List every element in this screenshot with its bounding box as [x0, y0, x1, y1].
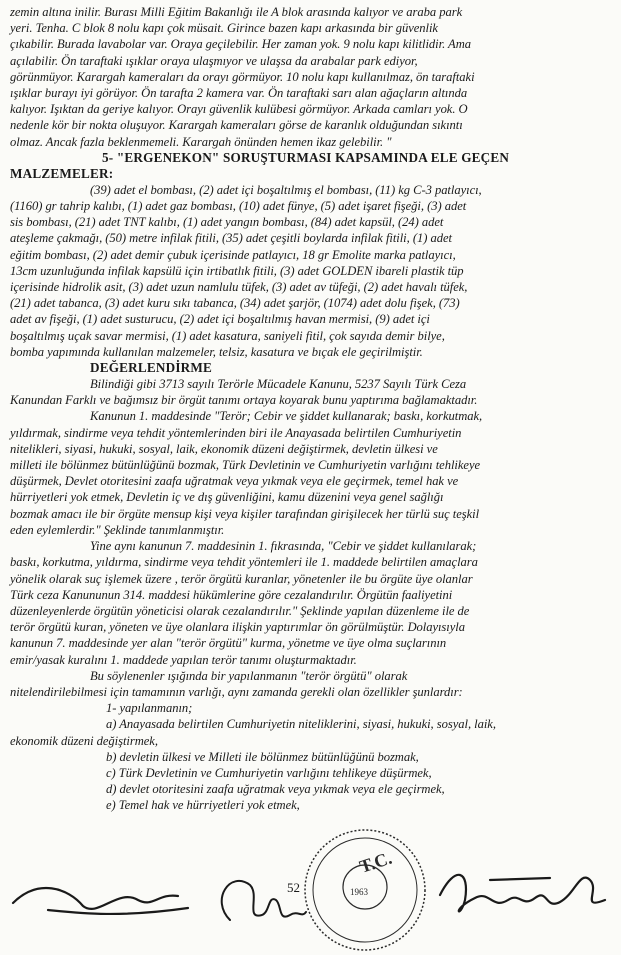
text-line: Kanunun 1. maddesinde "Terör; Cebir ve şiddet kullanarak; baskı, korkutmak,: [90, 409, 483, 424]
page-number: 52: [287, 880, 300, 895]
text-line: (1160) gr tahrip kalıbı, (1) adet gaz bombası, (10) adet fünye, (5) adet işaret fişeği, (3) adet: [10, 199, 467, 214]
official-seal: [300, 825, 430, 955]
list-item-b: b) devletin ülkesi ve Milleti ile bölünmez bütünlüğünü bozmak,: [106, 749, 419, 764]
text-line: Türk ceza Kanununun 314. maddesi hükümlerine göre cezalandırılır. Örgütün faaliyetini: [10, 587, 453, 602]
svg-text:1963: 1963: [350, 887, 368, 897]
text-line: yeri. Tenha. C blok 8 nolu kapı çok müsait. Girince bazen kapı arkasında bir güvenlik: [10, 21, 438, 36]
text-line: eğitim bombası, (2) adet demir çubuk içerisinde patlayıcı, 18 gr Emolite marka patlayıcı,: [10, 247, 456, 262]
text-line: kalıyor. Işıktan da geriye kalıyor. Orayı güvenlik kulübesi görmüyor. Arkada camları yok. O: [10, 102, 468, 117]
text-line: ateşleme çakmağı, (50) metre infilak fitili, (35) adet çeşitli boylarda infilak fitili, (1) adet: [10, 231, 452, 246]
text-line: olmaz. Ancak fazla beklenmemeli. Karargah önünden hemen ikaz gelebilir. ": [10, 134, 392, 149]
paragraph-law-article-7: [10, 538, 610, 668]
text-line: içerisinde hidrolik asit, (3) adet uzun namlulu tüfek, (3) adet av tüfeği, (2) adet havalı tüfek,: [10, 280, 468, 295]
text-line: bozmak amacı ile bir örgüte mensup kişi veya kişiler tarafından girişilecek her türlü suç teşkil: [10, 506, 480, 521]
text-line: nedenle kör bir nokta oluşuyor. Karargah kameraları görse de karanlık olduğundan sıkıntı: [10, 118, 463, 133]
text-line: yıldırmak, sindirme veya tehdit yöntemlerinden biri ile Anayasada belirtilen Cumhuriyetin: [10, 425, 462, 440]
text-line: düzenleyenlerde örgütün yöneticisi olarak cezalandırılır." Şeklinde yapılan düzenleme ile de: [10, 603, 470, 618]
section-heading-5-cont: MALZEMELER:: [10, 165, 114, 181]
text-line: görünmüyor. Karargah kameraları da orayı görmüyor. 10 nolu kapı kullanılmaz, ön taraftaki: [10, 69, 475, 84]
text-line: milleti ile bölünmez bütünlüğünü bozmak, Türk Devletinin ve Cumhuriyetin varlığını tehlikeye: [10, 458, 481, 473]
paragraph-organization-criteria: [10, 668, 610, 700]
list-item-1: 1- yapılanmanın;: [106, 701, 193, 716]
text-line: Kanundan Farklı ve bağımsız bir örgüt tanımı ortaya koyarak bunu yaptırıma bağlamaktadır.: [10, 393, 478, 408]
section-heading-evaluation: DEĞERLENDİRME: [90, 360, 213, 376]
text-line: (21) adet tabanca, (3) adet kuru sıkı tabanca, (34) adet şarjör, (1074) adet dolu fişek, (73): [10, 296, 460, 311]
svg-text:T.C.: T.C.: [357, 847, 395, 877]
text-line: nitelikleri, siyasi, hukuki, sosyal, laik, ekonomik düzeni değiştirmek, devletin ülkesi ve: [10, 441, 438, 456]
signature-middle: [210, 860, 310, 940]
text-line: boşaltılmış uçak savar mermisi, (1) adet kasatura, saniyeli fitil, çok sayıda demir bilye,: [10, 328, 445, 343]
text-line: çıkabilir. Burada lavabolar var. Oraya geçilebilir. Her zaman yok. 9 nolu kapı kilitlidir. Ama: [10, 37, 471, 52]
text-line: terör örgütü kuran, yöneten ve üye olanlara ilişkin yaptırımlar ön görülmüştür. Dolayısıyla: [10, 620, 465, 635]
paragraph-law-article-1: [10, 408, 610, 538]
text-line: baskı, korkutma, yıldırma, sindirme veya tehdit yöntemleri ile 1. maddede belirtilen amaçlara: [10, 555, 478, 570]
text-line: zemin altına inilir. Burası Milli Eğitim Bakanlığı ile A blok arasında kalıyor ve araba park: [10, 5, 463, 19]
text-line: Yine aynı kanunun 7. maddesinin 1. fıkrasında, "Cebir ve şiddet kullanılarak;: [90, 539, 477, 554]
text-line: hürriyetleri yok etmek, Devletin iç ve dış güvenliğini, kamu düzenini veya genel sağlığı: [10, 490, 444, 505]
text-line: Bilindiği gibi 3713 sayılı Terörle Mücadele Kanunu, 5237 Sayılı Türk Ceza: [90, 377, 467, 392]
text-line: Bu söylenenler ışığında bir yapılanmanın "terör örgütü" olarak: [90, 668, 408, 683]
document-page: [10, 4, 610, 814]
list-item-c: c) Türk Devletinin ve Cumhuriyetin varlığını tehlikeye düşürmek,: [106, 765, 432, 780]
text-line: açılabilir. Ön taraftaki ışıklar oraya ulaşmıyor ve ulaşsa da arabalar park ediyor,: [10, 53, 418, 68]
text-line: adet av fişeği, (1) adet susturucu, (2) adet içi boşaltılmış havan mermisi, (9) adet içi: [10, 312, 430, 327]
signature-right: [430, 850, 615, 940]
text-line: düşürmek, Devlet otoritesini zaafa uğratmak veya yıkmak veya ele geçirmek, temel hak ve: [10, 474, 459, 489]
list-item-e: e) Temel hak ve hürriyetleri yok etmek,: [106, 798, 300, 813]
text-line: ışıklar burayı iyi görüyor. Ön tarafta 2 kamera var. Ön taraftaki sarı alan ağaçların altında: [10, 86, 468, 101]
text-line: sis bombası, (21) adet TNT kalıbı, (1) adet yangın bombası, (84) adet kapsül, (24) adet: [10, 215, 444, 230]
list-item-d: d) devlet otoritesini zaafa uğratmak veya yıkmak veya ele geçirmek,: [106, 782, 445, 797]
text-line: emir/yasak kuralını 1. maddede yapılan terör tanımı oluşturmaktadır.: [10, 652, 357, 667]
text-line: 13cm uzunluğunda infilak kapsülü için irtibatlık fitili, (3) adet GOLDEN ibareli plastik tüp: [10, 263, 464, 278]
list-item-a-cont: ekonomik düzeni değiştirmek,: [10, 733, 158, 748]
text-line: eden eylemlerdir." Şeklinde tanımlanmıştır.: [10, 522, 225, 537]
list-item-a: a) Anayasada belirtilen Cumhuriyetin niteliklerini, siyasi, hukuki, sosyal, laik,: [106, 717, 496, 732]
section-heading-5: 5- "ERGENEKON" SORUŞTURMASI KAPSAMINDA ELE GEÇEN: [102, 149, 510, 165]
text-line: yönelik olarak suç işlemek üzere , terör örgütü kuranlar, yönetenler ile bu örgüte üye olanlar: [10, 571, 473, 586]
paragraph-materials: [10, 182, 610, 360]
text-line: kanunun 7. maddesinde yer alan "terör örgütü" kurma, yönetme ve üye olma suçlarının: [10, 636, 447, 651]
text-line: nitelendirilebilmesi için tamamının varlığı, aynı zamanda gerekli olan özellikler şunlardır:: [10, 684, 463, 699]
signature-left: [8, 858, 198, 938]
paragraph-location-description: [10, 4, 610, 150]
text-line: (39) adet el bombası, (2) adet içi boşaltılmış el bombası, (11) kg C-3 patlayıcı,: [90, 182, 482, 197]
text-line: bomba yapımında kullanılan malzemeler, telsiz, kasatura ve bıçak ele geçirilmiştir.: [10, 344, 423, 359]
paragraph-evaluation: [10, 376, 610, 408]
